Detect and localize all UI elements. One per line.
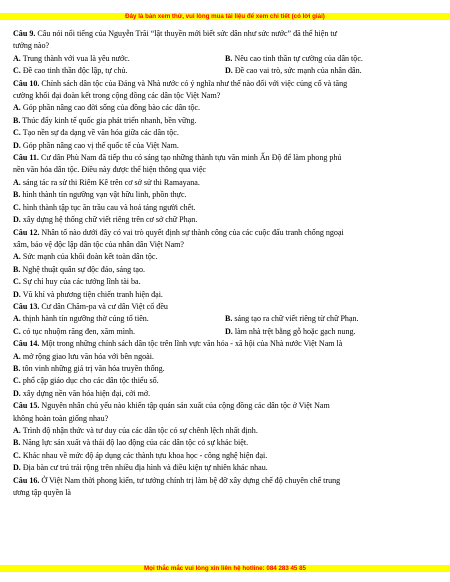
option-text: thịnh hành tín ngưỡng thờ cúng tổ tiên. (22, 314, 149, 324)
option-text: tôn vinh những giá trị văn hóa truyền thống. (22, 363, 165, 373)
preview-notice: Đây là bản xem thử, vui lòng mua tài liệu để xem chi tiết (có lời giải) (0, 13, 450, 20)
question-9: Câu 9. Câu nói nổi tiếng của Nguyễn Trãi “lật thuyền mới biết sức dân như sức nước” đã thể hiện tư tưởng nào? A. Trung thành với vua là yêu nước. B. Nêu cao tinh thần tự cường của dân tộc. C. Đề cao tinh thần độc lập, tự chủ. D. Đề cao vai trò, sức mạnh của nhân dân. (13, 29, 363, 76)
option-text: Góp phần nâng cao vị thế quốc tế của Việt Nam. (22, 140, 179, 150)
question-label: Câu 9. (13, 29, 36, 38)
question-list (13, 28, 437, 499)
option-text: có tục nhuộm răng đen, xăm mình. (22, 326, 136, 336)
question-13: Câu 13. Cư dân Chăm-pa và cư dân Việt cổ đều A. thịnh hành tín ngưỡng thờ cúng tổ tiên. B. sáng tạo ra chữ viết riêng từ chữ Phạn. C. có tục nhuộm răng đen, xăm mình. D. làm nhà trệt bằng gỗ hoặc gạch nung. (13, 301, 359, 336)
question-label: Câu 11. (13, 153, 39, 163)
option-text: hình thành tập tục ăn trầu cau và hoả táng người chết. (22, 202, 196, 212)
question-label: Câu 16. (13, 475, 40, 485)
question-label: Câu 10. (13, 78, 40, 88)
option-text: Nêu cao tinh thần tự cường của dân tộc. (234, 53, 363, 63)
option-text: phổ cập giáo dục cho các dân tộc thiểu số. (22, 376, 159, 386)
question-14: Câu 14. Một trong những chính sách dân tộc trên lĩnh vực văn hóa - xã hội của Nhà nước Việt Nam là A. mở rộng giao lưu văn hóa với bên ngoài. B. tôn vinh những giá trị văn hóa truyền thống. C. phổ cập giáo dục cho các dân tộc thiểu số. D. xây dựng nền văn hóa hiện đại, cởi mở. (13, 339, 343, 398)
option-text: mở rộng giao lưu văn hóa với bên ngoài. (22, 351, 154, 361)
question-12: Câu 12. Nhân tố nào dưới đây có vai trò quyết định sự thành công của các cuộc đấu tranh chống ngoại xâm, bảo vệ độc lập dân tộc của nhân dân Việt Nam? A. Sức mạnh của khối đoàn kết toàn dân tộc. B. Nghệ thuật quân sự độc đáo, sáng tạo. C. Sự chỉ huy của các tướng lĩnh tài ba. D. Vũ khí và phương tiện chiến tranh hiện đại. (13, 227, 344, 299)
option-text: Đề cao vai trò, sức mạnh của nhân dân. (234, 66, 362, 76)
question-16: Câu 16. Ở Việt Nam thời phong kiến, tư tưởng chính trị làm bệ đỡ xây dựng chế độ chuyên chế trung ương tập quyền là (13, 475, 341, 498)
question-15: Câu 15. Nguyên nhân chủ yếu nào khiến tập quán sản xuất của cộng đồng các dân tộc ở Việt Nam không hoàn toàn giống nhau? A. Trình độ nhận thức và tư duy của các dân tộc có sự chênh lệch nhất định. B. Năng lực sản xuất và thái độ lao động của các dân tộc có sự khác biệt. C. Khác nhau về mức độ áp dụng các thành tựu khoa học - công nghệ hiện đại. D. Địa bàn cư trú trải rộng trên nhiều địa hình và điều kiện tự nhiên khác nhau. (13, 401, 330, 473)
option-text: Đề cao tinh thần độc lập, tự chủ. (22, 66, 128, 76)
question-11: Câu 11. Cư dân Phù Nam đã tiếp thu có sáng tạo những thành tựu văn minh Ấn Độ để làm phong phú nền văn hóa dân tộc. Điều này được thể hiện thông qua việc A. sáng tác ra sử thi Riêm Kê trên cơ sở sử thi Ramayana. B. hình thành tín ngưỡng vạn vật hữu linh, phồn thực. C. hình thành tập tục ăn trầu cau và hoả táng người chết. D. xây dựng hệ thống chữ viết riêng trên cơ sở chữ Phạn. (13, 153, 342, 225)
option-text: xây dựng nền văn hóa hiện đại, cởi mở. (22, 388, 151, 398)
option-text: Nghệ thuật quân sự độc đáo, sáng tạo. (22, 264, 145, 274)
option-text: Góp phần nâng cao đời sống của đồng bào các dân tộc. (22, 103, 201, 113)
option-text: Khác nhau về mức độ áp dụng các thành tựu khoa học - công nghệ hiện đại. (22, 450, 268, 460)
question-label: Câu 15. (13, 401, 40, 411)
option-text: sáng tác ra sử thi Riêm Kê trên cơ sở sử thi Ramayana. (22, 177, 200, 187)
option-text: Trình độ nhận thức và tư duy của các dân tộc có sự chênh lệch nhất định. (22, 426, 258, 435)
option-text: Vũ khí và phương tiện chiến tranh hiện đại. (22, 289, 163, 299)
option-text: Thúc đẩy kinh tế quốc gia phát triển nhanh, bền vững. (22, 115, 197, 125)
question-10: Câu 10. Chính sách dân tộc của Đảng và Nhà nước có ý nghĩa như thế nào đối với việc củng cố và tăng cường khối đại đoàn kết trong cộng đồng các dân tộc Việt Nam? A. Góp phần nâng cao đời sống của đồng bào các dân tộc. B. Thúc đẩy kinh tế quốc gia phát triển nhanh, bền vững. C. Tạo nền sự đa dạng về văn hóa giữa các dân tộc. D. Góp phần nâng cao vị thế quốc tế của Việt Nam. (13, 78, 348, 150)
question-label: Câu 12. (13, 227, 40, 237)
option-text: Tạo nền sự đa dạng về văn hóa giữa các dân tộc. (22, 128, 179, 138)
hotline-notice: Mọi thắc mắc vui lòng xin liên hệ hotline: 084 283 45 85 (0, 565, 450, 572)
option-text: Năng lực sản xuất và thái độ lao động của các dân tộc có sự khác biệt. (22, 438, 249, 448)
option-text: Trung thành với vua là yêu nước. (22, 53, 130, 63)
option-text: Sức mạnh của khối đoàn kết toàn dân tộc. (22, 252, 158, 262)
option-text: Sự chỉ huy của các tướng lĩnh tài ba. (22, 277, 141, 287)
option-text: xây dựng hệ thống chữ viết riêng trên cơ sở chữ Phạn. (22, 215, 198, 225)
question-label: Câu 14. (13, 339, 40, 349)
option-text: hình thành tín ngưỡng vạn vật hữu linh, phồn thực. (22, 190, 187, 200)
option-text: Địa bàn cư trú trải rộng trên nhiều địa hình và điều kiện tự nhiên khác nhau. (22, 463, 268, 473)
option-text: sáng tạo ra chữ viết riêng từ chữ Phạn. (234, 314, 359, 324)
option-text: làm nhà trệt bằng gỗ hoặc gạch nung. (234, 326, 356, 336)
question-label: Câu 13. (13, 301, 40, 311)
